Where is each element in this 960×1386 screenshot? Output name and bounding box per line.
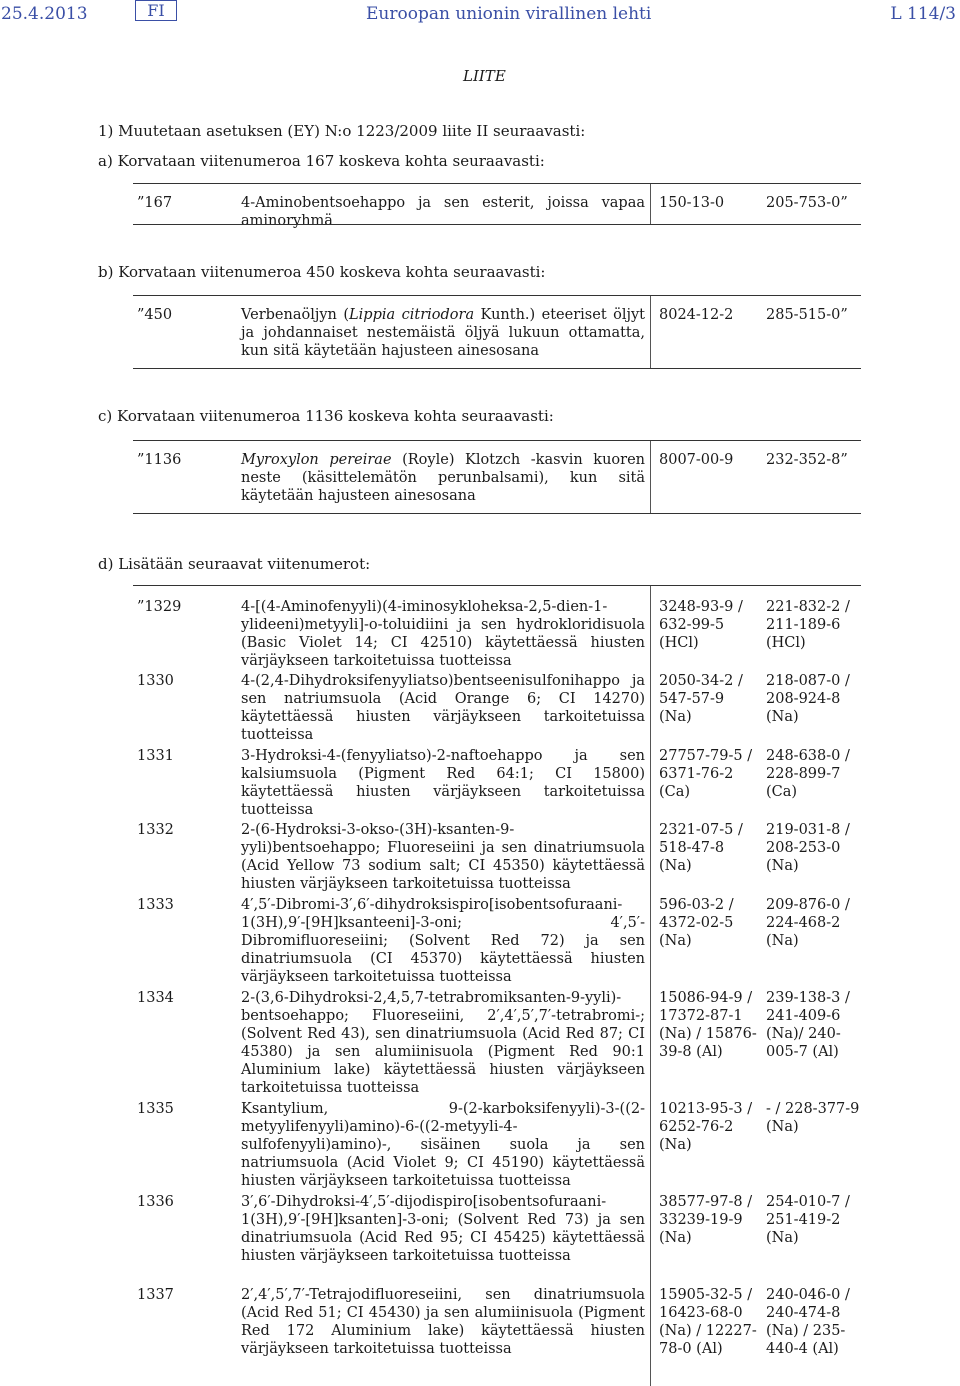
ref-number: 1336 bbox=[137, 1194, 174, 1210]
ref-number: ”1136 bbox=[137, 452, 182, 468]
cas-number: 8024-12-2 bbox=[659, 307, 734, 323]
section-b-heading: b) Korvataan viitenumeroa 450 koskeva kohta seuraavasti: bbox=[98, 263, 546, 281]
divider bbox=[133, 224, 861, 225]
ec-number: 240-046-0 / 240-474-8 (Na) / 235-440-4 (Al) bbox=[766, 1287, 850, 1357]
column-divider bbox=[650, 441, 651, 513]
ec-number: 221-832-2 / 211-189-6 (HCl) bbox=[766, 599, 850, 651]
cas-number: 38577-97-8 / 33239-19-9 (Na) bbox=[659, 1194, 753, 1246]
substance-description: 4-[(4-Aminofenyyli)(4-iminosykloheksa-2,5-dien-1-ylideeni)metyyli]-o-toluidiini ja sen hydrokloridisuola (Basic Violet 14; CI 42510) käytettäessä hiusten värjäykseen tarkoitetuissa tuotteissa bbox=[241, 599, 645, 669]
column-divider bbox=[650, 184, 651, 224]
divider bbox=[133, 513, 861, 514]
cas-number: 8007-00-9 bbox=[659, 452, 734, 468]
desc-text: Verbenaöljyn ( bbox=[241, 307, 350, 323]
substance-description: 4-(2,4-Dihydroksifenyyliatso)bentseenisulfonihappo ja sen natriumsuola (Acid Orange 6; CI 14270) käytettäessä hiusten värjäykseen tarkoitetuissa tuotteissa bbox=[241, 673, 645, 743]
cas-number: 596-03-2 / 4372-02-5 (Na) bbox=[659, 897, 734, 949]
ec-number: - / 228-377-9 (Na) bbox=[766, 1101, 860, 1135]
substance-description bbox=[241, 451, 645, 505]
ref-number: 1330 bbox=[137, 673, 174, 689]
latin-name: Lippia citriodora bbox=[349, 307, 475, 323]
desc-text: (Royle) Klotzch -kasvin kuoren neste (käsittelemätön perunbalsami), kun sitä käytetään hajusteen ainesosana bbox=[241, 452, 645, 504]
substance-description: Ksantylium, 9-(2-karboksifenyyli)-3-((2-metyylifenyyli)amino)-6-((2-metyyli-4-sulfofenyyli)amino)-, sisäinen suola ja sen natriumsuola (Acid Violet 9; CI 45190) käytettäessä hiusten värjäykseen tarkoitetuissa tuotteissa bbox=[241, 1101, 645, 1189]
section-a-heading: a) Korvataan viitenumeroa 167 koskeva kohta seuraavasti: bbox=[98, 152, 545, 170]
substance-description: 4-Aminobentsoehappo ja sen esterit, joissa vapaa aminoryhmä bbox=[241, 195, 645, 229]
cas-number: 10213-95-3 / 6252-76-2 (Na) bbox=[659, 1101, 753, 1153]
annex-title: LIITE bbox=[463, 67, 506, 85]
cas-number: 2321-07-5 / 518-47-8 (Na) bbox=[659, 822, 743, 874]
ref-number: 1335 bbox=[137, 1101, 174, 1117]
cas-number: 3248-93-9 / 632-99-5 (HCl) bbox=[659, 599, 743, 651]
ref-number: 1331 bbox=[137, 748, 174, 764]
journal-title: Euroopan unionin virallinen lehti bbox=[366, 4, 652, 24]
ref-number: ”167 bbox=[137, 195, 173, 211]
ref-number: ”450 bbox=[137, 307, 173, 323]
column-divider bbox=[650, 296, 651, 368]
cas-number: 2050-34-2 / 547-57-9 (Na) bbox=[659, 673, 743, 725]
ref-number: 1334 bbox=[137, 990, 174, 1006]
divider bbox=[133, 585, 861, 586]
substance-description: 2-(3,6-Dihydroksi-2,4,5,7-tetrabromiksanten-9-yyli)-bentsoehappo; Fluoreseiini, 2′,4′,5′,7′-tetrabromi-; (Solvent Red 43), sen dinatriumsuola (Acid Red 87; CI 45380) ja sen alumiinisuola (Pigment Red 90:1 Aluminium lake) käytettäessä hiusten värjäykseen tarkoitetuissa tuotteissa bbox=[241, 990, 645, 1096]
ref-number: ”1329 bbox=[137, 599, 182, 615]
ec-number: 209-876-0 / 224-468-2 (Na) bbox=[766, 897, 850, 949]
ref-number: 1332 bbox=[137, 822, 174, 838]
language-badge: FI bbox=[135, 0, 177, 21]
ec-number: 248-638-0 / 228-899-7 (Ca) bbox=[766, 748, 850, 800]
divider bbox=[133, 440, 861, 441]
substance-description: 2′,4′,5′,7′-Tetrajodifluoreseiini, sen dinatriumsuola (Acid Red 51; CI 45430) ja sen alumiinisuola (Pigment Red 172 Aluminium lake) käytettäessä hiusten värjäykseen tarkoitetuissa tuotteissa bbox=[241, 1287, 645, 1357]
ref-number: 1337 bbox=[137, 1287, 174, 1303]
ec-number: 232-352-8” bbox=[766, 452, 848, 468]
divider bbox=[133, 295, 861, 296]
substance-description: 3-Hydroksi-4-(fenyyliatso)-2-naftoehappo ja sen kalsiumsuola (Pigment Red 64:1; CI 15800) käytettäessä hiusten värjäykseen tarkoitetuissa tuotteissa bbox=[241, 748, 645, 818]
header-date: 25.4.2013 bbox=[1, 4, 88, 24]
ref-number: 1333 bbox=[137, 897, 174, 913]
ec-number: 239-138-3 / 241-409-6 (Na)/ 240-005-7 (Al) bbox=[766, 990, 850, 1060]
ec-number: 219-031-8 / 208-253-0 (Na) bbox=[766, 822, 850, 874]
cas-number: 27757-79-5 / 6371-76-2 (Ca) bbox=[659, 748, 753, 800]
cas-number: 150-13-0 bbox=[659, 195, 725, 211]
page-number: L 114/3 bbox=[890, 4, 956, 24]
ec-number: 205-753-0” bbox=[766, 195, 848, 211]
substance-description bbox=[241, 306, 645, 360]
column-divider bbox=[650, 586, 651, 1386]
ec-number: 218-087-0 / 208-924-8 (Na) bbox=[766, 673, 850, 725]
cas-number: 15905-32-5 / 16423-68-0 (Na) / 12227-78-0 (Al) bbox=[659, 1287, 757, 1357]
section-c-heading: c) Korvataan viitenumeroa 1136 koskeva kohta seuraavasti: bbox=[98, 407, 554, 425]
ec-number: 285-515-0” bbox=[766, 307, 848, 323]
latin-name: Myroxylon pereirae bbox=[241, 452, 392, 468]
divider bbox=[133, 368, 861, 369]
ec-number: 254-010-7 / 251-419-2 (Na) bbox=[766, 1194, 850, 1246]
divider bbox=[133, 183, 861, 184]
intro-line: 1) Muutetaan asetuksen (EY) N:o 1223/2009 liite II seuraavasti: bbox=[98, 122, 586, 140]
section-d-heading: d) Lisätään seuraavat viitenumerot: bbox=[98, 555, 371, 573]
cas-number: 15086-94-9 / 17372-87-1 (Na) / 15876-39-8 (Al) bbox=[659, 990, 757, 1060]
substance-description: 3′,6′-Dihydroksi-4′,5′-dijodispiro[isobentsofuraani-1(3H),9′-[9H]ksanten]-3-oni; (Solvent Red 73) ja sen dinatriumsuola (Acid Red 95; CI 45425) käytettäessä hiusten värjäykseen tarkoitetuissa tuotteissa bbox=[241, 1194, 645, 1264]
desc-text: Kunth.) eteeriset öljyt ja johdannaiset nestemäistä öljyä lukuun ottamatta, kun sitä käytetään hajusteen ainesosana bbox=[241, 307, 645, 359]
substance-description: 4′,5′-Dibromi-3′,6′-dihydroksispiro[isobentsofuraani-1(3H),9′-[9H]ksanteeni]-3-oni; 4′,5′-Dibromifluoreseiini; (Solvent Red 72) ja sen dinatriumsuola (CI 45370) käytettäessä hiusten värjäykseen tarkoitetuissa tuotteissa bbox=[241, 897, 645, 985]
substance-description: 2-(6-Hydroksi-3-okso-(3H)-ksanten-9-yyli)bentsoehappo; Fluoreseiini ja sen dinatriumsuola (Acid Yellow 73 sodium salt; CI 45350) käytettäessä hiusten värjäykseen tarkoitetuissa tuotteissa bbox=[241, 822, 645, 892]
